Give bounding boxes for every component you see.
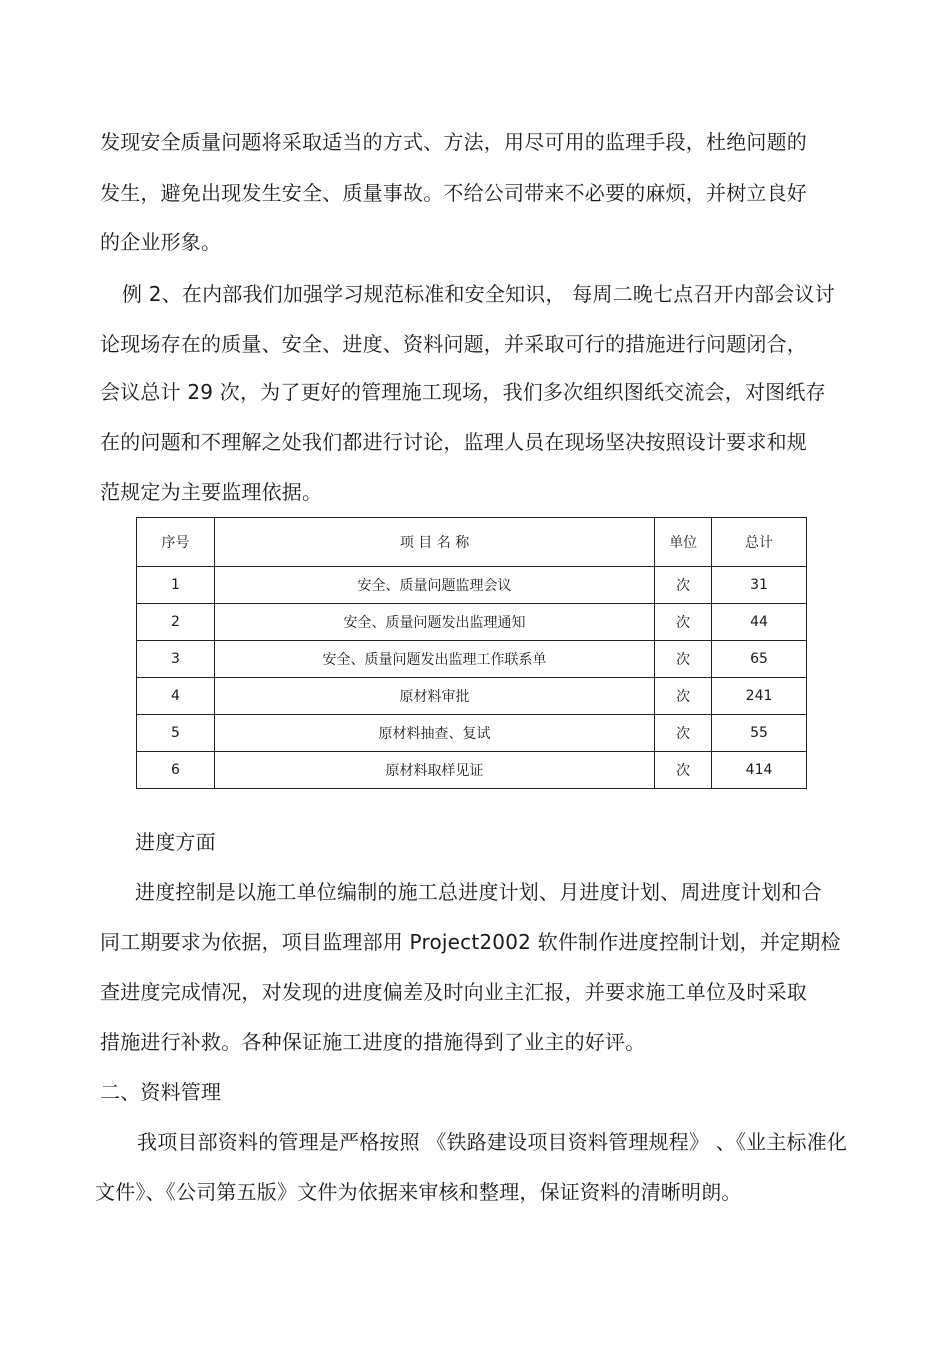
header-unit: 单位: [655, 518, 712, 567]
paragraph-line: 文件》、《公司第五版》文件为依据来审核和整理，保证资料的清晰明朗。: [95, 1180, 742, 1204]
row-unit: 次: [655, 641, 712, 678]
row-total: 414: [712, 752, 807, 789]
row-index: 2: [137, 604, 215, 641]
header-item-name: 项 目 名 称: [214, 518, 654, 567]
paragraph-line: 同工期要求为依据，项目监理部用 Project2002 软件制作进度控制计划，并定期检: [100, 930, 841, 954]
section-heading: 二、资料管理: [100, 1080, 222, 1104]
paragraph-line: 会议总计 29 次，为了更好的管理施工现场，我们多次组织图纸交流会，对图纸存: [100, 380, 826, 404]
row-item-name: 安全、质量问题监理会议: [214, 567, 654, 604]
row-index: 6: [137, 752, 215, 789]
row-index: 3: [137, 641, 215, 678]
row-unit: 次: [655, 715, 712, 752]
row-item-name: 安全、质量问题发出监理通知: [214, 604, 654, 641]
table-row: [137, 752, 807, 789]
row-item-name: 原材料抽查、复试: [214, 715, 654, 752]
row-index: 1: [137, 567, 215, 604]
row-index: 5: [137, 715, 215, 752]
row-unit: 次: [655, 604, 712, 641]
paragraph-line: 范规定为主要监理依据。: [100, 480, 323, 504]
table-row: [137, 715, 807, 752]
paragraph-line: 进度控制是以施工单位编制的施工总进度计划、月进度计划、周进度计划和合: [135, 880, 822, 904]
table-header-row: [137, 518, 807, 567]
table-row: [137, 567, 807, 604]
table-row: [137, 604, 807, 641]
table-row: [137, 641, 807, 678]
header-total: 总计: [712, 518, 807, 567]
paragraph-line: 我项目部资料的管理是严格按照 《铁路建设项目资料管理规程》 、《业主标准化: [137, 1130, 848, 1154]
paragraph-line: 论现场存在的质量、安全、进度、资料问题，并采取可行的措施进行问题闭合，: [100, 332, 807, 356]
paragraph-line: 措施进行补救。各种保证施工进度的措施得到了业主的好评。: [100, 1030, 646, 1054]
row-total: 31: [712, 567, 807, 604]
row-item-name: 原材料取样见证: [214, 752, 654, 789]
paragraph-line: 的企业形象。: [100, 230, 222, 254]
row-total: 241: [712, 678, 807, 715]
row-total: 44: [712, 604, 807, 641]
progress-heading: 进度方面: [135, 830, 216, 854]
row-unit: 次: [655, 567, 712, 604]
row-total: 55: [712, 715, 807, 752]
table-row: [137, 678, 807, 715]
row-unit: 次: [655, 678, 712, 715]
paragraph-line: 发现安全质量问题将采取适当的方式、方法，用尽可用的监理手段，杜绝问题的: [100, 130, 807, 154]
statistics-table: [136, 517, 807, 789]
paragraph-line: 在的问题和不理解之处我们都进行讨论，监理人员在现场坚决按照设计要求和规: [100, 430, 807, 454]
row-item-name: 安全、质量问题发出监理工作联系单: [214, 641, 654, 678]
paragraph-line: 查进度完成情况，对发现的进度偏差及时向业主汇报，并要求施工单位及时采取: [100, 980, 807, 1004]
paragraph-line: 发生，避免出现发生安全、质量事故。不给公司带来不必要的麻烦，并树立良好: [100, 181, 807, 205]
paragraph-line: 例 2、在内部我们加强学习规范标准和安全知识， 每周二晚七点召开内部会议讨: [122, 282, 835, 306]
row-total: 65: [712, 641, 807, 678]
row-item-name: 原材料审批: [214, 678, 654, 715]
row-index: 4: [137, 678, 215, 715]
header-index: 序号: [137, 518, 215, 567]
row-unit: 次: [655, 752, 712, 789]
